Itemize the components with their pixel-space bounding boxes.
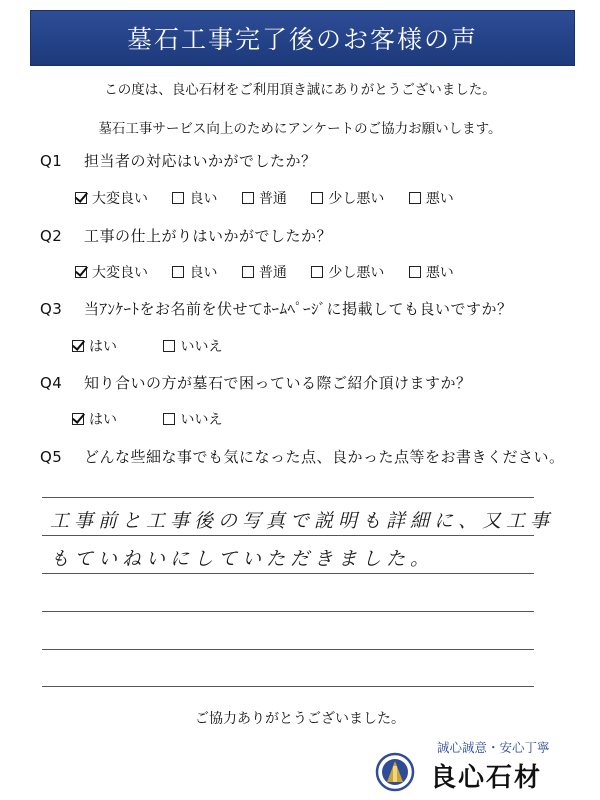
closing-thanks: ご協力ありがとうございました。 xyxy=(195,711,405,727)
intro-request: 墓石工事サービス向上のためにアンケートのご協力お願いします。 xyxy=(98,121,502,137)
question-text: どんな些細な事でも気になった点、良かった点等をお書きください。 xyxy=(84,448,565,466)
checkbox-checked[interactable] xyxy=(75,266,87,278)
handwritten-response-line-2: もていねいにしていただきました。 xyxy=(50,548,435,570)
question-1 xyxy=(40,150,317,171)
checkbox[interactable] xyxy=(163,413,175,425)
comment-line xyxy=(42,686,534,687)
question-number: Q4 xyxy=(40,374,63,392)
option-very-good[interactable]: 大変良い xyxy=(75,188,148,208)
checkbox[interactable] xyxy=(409,266,421,278)
question-4-options xyxy=(72,409,242,429)
checkbox[interactable] xyxy=(163,340,175,352)
question-2 xyxy=(40,225,332,246)
question-text: 当ｱﾝｹｰﾄをお名前を伏せてﾎｰﾑﾍﾟｰｼﾞに掲載しても良いですか？ xyxy=(84,300,513,318)
question-2-options xyxy=(75,262,474,282)
company-tagline: 誠心誠意・安心丁寧 xyxy=(437,740,550,755)
checkbox-checked[interactable] xyxy=(72,413,84,425)
question-3-options xyxy=(72,336,242,356)
question-number: Q3 xyxy=(40,300,63,318)
option-bad[interactable]: 悪い xyxy=(409,262,454,282)
option-yes[interactable]: はい xyxy=(72,409,117,429)
question-1-options xyxy=(75,188,474,208)
question-number: Q5 xyxy=(40,448,63,466)
option-good[interactable]: 良い xyxy=(172,262,217,282)
checkbox[interactable] xyxy=(409,192,421,204)
checkbox-checked[interactable] xyxy=(72,340,84,352)
option-no[interactable]: いいえ xyxy=(163,409,222,429)
option-average[interactable]: 普通 xyxy=(242,262,287,282)
question-4 xyxy=(40,372,472,393)
question-5 xyxy=(40,446,565,467)
intro-thanks: この度は、良心石材をご利用頂き誠にありがとうございました。 xyxy=(104,82,496,98)
comment-line xyxy=(42,535,534,536)
question-text: 担当者の対応はいかがでしたか？ xyxy=(84,152,317,170)
survey-title-banner xyxy=(30,10,575,66)
question-3 xyxy=(40,298,513,319)
company-name: 良心石材 xyxy=(430,763,543,793)
comment-line xyxy=(42,649,534,650)
checkbox[interactable] xyxy=(311,192,323,204)
option-slightly-bad[interactable]: 少し悪い xyxy=(311,262,384,282)
checkbox[interactable] xyxy=(311,266,323,278)
option-average[interactable]: 普通 xyxy=(242,188,287,208)
option-very-good[interactable]: 大変良い xyxy=(75,262,148,282)
question-text: 知り合いの方が墓石で困っている際ご紹介頂けますか？ xyxy=(84,374,472,392)
comment-line xyxy=(42,611,534,612)
option-yes[interactable]: はい xyxy=(72,336,117,356)
page-title: 墓石工事完了後のお客様の声 xyxy=(126,25,478,54)
comment-line xyxy=(42,573,534,574)
checkbox[interactable] xyxy=(172,192,184,204)
question-number: Q2 xyxy=(40,227,63,245)
question-text: 工事の仕上がりはいかがでしたか？ xyxy=(84,227,333,245)
comment-line xyxy=(42,497,534,498)
option-slightly-bad[interactable]: 少し悪い xyxy=(311,188,384,208)
handwritten-response-line-1: 工事前と工事後の写真で説明も詳細に、又工事 xyxy=(50,510,555,532)
option-no[interactable]: いいえ xyxy=(163,336,222,356)
checkbox[interactable] xyxy=(242,192,254,204)
company-logo-icon xyxy=(375,752,415,792)
checkbox[interactable] xyxy=(242,266,254,278)
question-number: Q1 xyxy=(40,152,63,170)
checkbox[interactable] xyxy=(172,266,184,278)
checkbox-checked[interactable] xyxy=(75,192,87,204)
option-good[interactable]: 良い xyxy=(172,188,217,208)
option-bad[interactable]: 悪い xyxy=(409,188,454,208)
